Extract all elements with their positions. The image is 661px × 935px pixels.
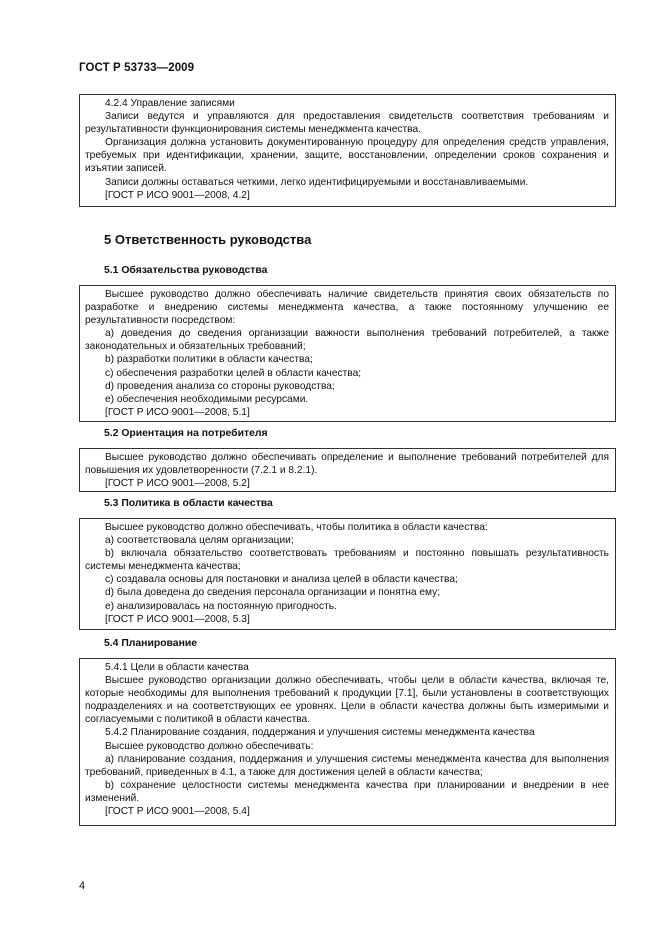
list-item: b) сохранение целостности системы менеджмента качества при планировании и внедрении в нее изменений. xyxy=(85,779,609,804)
reference: [ГОСТ Р ИСО 9001—2008, 5.4] xyxy=(105,806,250,818)
list-item: a) соответствовала целям организации; xyxy=(105,535,294,547)
paragraph: Высшее руководство организации должно обеспечивать, чтобы цели в области качества, включая те, которые необходимы для выполнения требований к продукции [7.1], были установлены в соответствующих подразделениях и на соответствующих ее уровнях. Цели в области качества должны быть измеримыми и согласуемыми с политикой в области качества. xyxy=(85,675,609,726)
clause-heading-5-4-2: 5.4.2 Планирование создания, поддержания и улучшения системы менеджмента качества xyxy=(105,727,535,739)
list-item: e) обеспечения необходимыми ресурсами. xyxy=(105,393,309,405)
quality-policy-box xyxy=(79,518,616,630)
reference: [ГОСТ Р ИСО 9001—2008, 5.2] xyxy=(105,478,250,490)
paragraph: Высшее руководство должно обеспечивать наличие свидетельств принятия своих обязательств по разработке и внедрению системы менеджмента качества, а также постоянному улучшению ее результативности посредством: xyxy=(85,289,609,327)
document-code: ГОСТ Р 53733—2009 xyxy=(79,62,195,74)
subsection-5-1-title: 5.1 Обязательства руководства xyxy=(104,265,268,276)
management-commitment-box xyxy=(79,285,616,422)
reference: [ГОСТ Р ИСО 9001—2008, 5.3] xyxy=(105,613,250,625)
planning-box xyxy=(79,658,616,826)
paragraph: Высшее руководство должно обеспечивать, чтобы политика в области качества: xyxy=(105,522,488,533)
list-item: e) анализировалась на постоянную пригодность. xyxy=(105,600,337,612)
paragraph: Высшее руководство должно обеспечивать: xyxy=(105,740,314,752)
paragraph: Организация должна установить документированную процедуру для определения средств управления, требуемых при идентификации, хранении, защите, восстановлении, определении сроков сохранения и изъятии записей. xyxy=(85,137,609,175)
list-item: a) планирование создания, поддержания и улучшения системы менеджмента качества для выполнения требований, приведенных в 4.1, а также для достижения целей в области качества; xyxy=(85,753,609,778)
list-item: d) была доведена до сведения персонала организации и понятна ему; xyxy=(105,587,441,599)
clause-heading-4-2-4: 4.2.4 Управление записями xyxy=(105,98,235,109)
list-item: c) обеспечения разработки целей в области качества; xyxy=(105,367,362,379)
reference: [ГОСТ Р ИСО 9001—2008, 4.2] xyxy=(105,189,250,201)
subsection-5-4-title: 5.4 Планирование xyxy=(104,638,198,649)
section-5-title: 5 Ответственность руководства xyxy=(104,232,312,247)
list-item: d) проведения анализа со стороны руководства; xyxy=(105,380,335,392)
records-control-box xyxy=(79,94,616,207)
list-item: b) включала обязательство соответствовать требованиям и постоянно повышать результативность системы менеджмента качества; xyxy=(85,548,609,573)
paragraph: Записи должны оставаться четкими, легко идентифицируемыми и восстанавливаемыми. xyxy=(105,176,529,188)
reference: [ГОСТ Р ИСО 9001—2008, 5.1] xyxy=(105,406,250,418)
clause-heading-5-4-1: 5.4.1 Цели в области качества xyxy=(105,662,249,673)
page-number: 4 xyxy=(79,880,86,892)
list-item: b) разработки политики в области качества; xyxy=(105,354,313,366)
customer-focus-box xyxy=(79,448,616,492)
subsection-5-3-title: 5.3 Политика в области качества xyxy=(104,498,273,509)
list-item: c) создавала основы для постановки и анализа целей в области качества; xyxy=(105,574,458,586)
subsection-5-2-title: 5.2 Ориентация на потребителя xyxy=(104,428,268,439)
paragraph: Высшее руководство должно обеспечивать определение и выполнение требований потребителей для повышения их удовлетворенности (7.2.1 и 8.2.1). xyxy=(85,452,609,477)
list-item: a) доведения до сведения организации важности выполнения требований потребителей, а также законодательных и обязательных требований; xyxy=(85,328,609,353)
paragraph: Записи ведутся и управляются для предоставления свидетельств соответствия требованиям и результативности функционирования системы менеджмента качества. xyxy=(85,111,609,136)
